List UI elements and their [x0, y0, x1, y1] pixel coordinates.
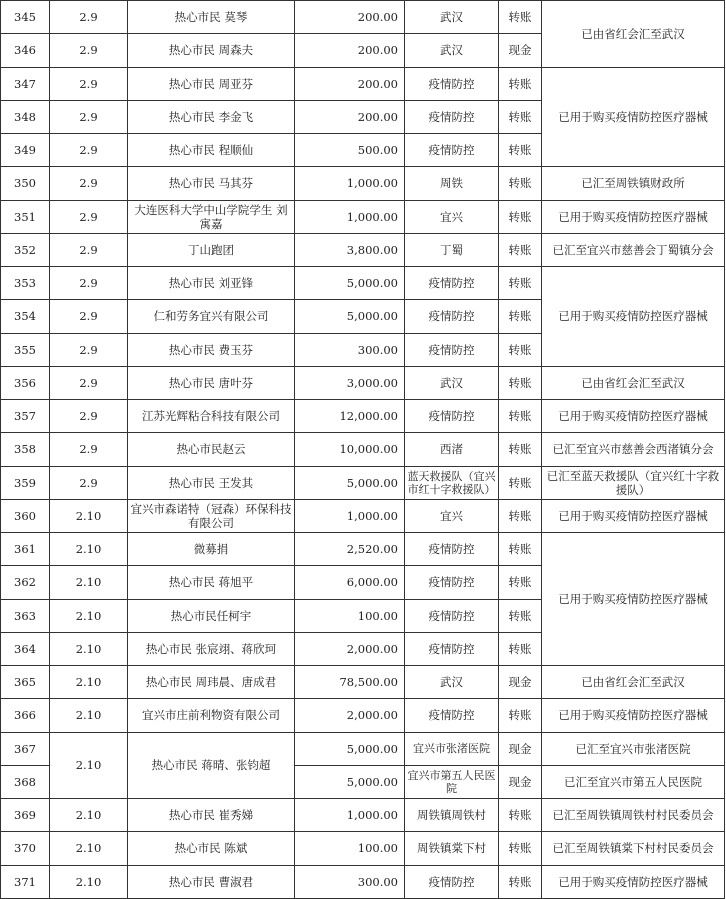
- table-row: [1, 267, 725, 300]
- table-row: [1, 799, 725, 832]
- row-number-cell: 347: [1, 67, 50, 100]
- amount-cell: 5,000.00: [295, 466, 405, 499]
- method-cell: 转账: [499, 67, 542, 100]
- row-number-cell: 349: [1, 134, 50, 167]
- date-cell: 2.10: [50, 865, 128, 899]
- purpose-cell: 宜兴: [405, 200, 499, 233]
- row-number-cell: 363: [1, 599, 50, 632]
- date-cell: 2.10: [50, 732, 128, 799]
- amount-cell: 1,000.00: [295, 167, 405, 200]
- date-cell: 2.10: [50, 666, 128, 699]
- destination-cell: 已汇至周铁镇财政所: [542, 167, 725, 200]
- table-row: [1, 732, 725, 765]
- purpose-cell: 西渚: [405, 433, 499, 466]
- table-row: [1, 699, 725, 732]
- destination-cell: 已汇至宜兴市慈善会西渚镇分会: [542, 433, 725, 466]
- amount-cell: 5,000.00: [295, 267, 405, 300]
- donor-cell: 热心市民 陈斌: [128, 832, 295, 865]
- donor-cell: 热心市民 蒋晴、张钧超: [128, 732, 295, 799]
- amount-cell: 500.00: [295, 134, 405, 167]
- purpose-cell: 疫情防控: [405, 400, 499, 433]
- table-row: [1, 865, 725, 899]
- donor-cell: 热心市民 崔秀娣: [128, 799, 295, 832]
- purpose-cell: 疫情防控: [405, 533, 499, 566]
- row-number-cell: 366: [1, 699, 50, 732]
- destination-cell: 已用于购买疫情防控医疗器械: [542, 67, 725, 167]
- date-cell: 2.9: [50, 67, 128, 100]
- method-cell: 转账: [499, 832, 542, 865]
- amount-cell: 2,000.00: [295, 632, 405, 665]
- method-cell: 转账: [499, 433, 542, 466]
- purpose-cell: 周铁镇周铁村: [405, 799, 499, 832]
- purpose-cell: 武汉: [405, 1, 499, 34]
- donor-cell: 丁山跑团: [128, 233, 295, 266]
- table-row: [1, 832, 725, 865]
- date-cell: 2.9: [50, 300, 128, 333]
- destination-cell: 已由省红会汇至武汉: [542, 666, 725, 699]
- date-cell: 2.9: [50, 1, 128, 34]
- table-row: [1, 233, 725, 266]
- date-cell: 2.9: [50, 167, 128, 200]
- donor-cell: 热心市民赵云: [128, 433, 295, 466]
- row-number-cell: 356: [1, 366, 50, 399]
- destination-cell: 已由省红会汇至武汉: [542, 366, 725, 399]
- method-cell: 转账: [499, 200, 542, 233]
- date-cell: 2.10: [50, 632, 128, 665]
- table-row: [1, 200, 725, 233]
- date-cell: 2.9: [50, 134, 128, 167]
- amount-cell: 300.00: [295, 865, 405, 899]
- donor-cell: 微募捐: [128, 533, 295, 566]
- donor-cell: 宜兴市庄前利物资有限公司: [128, 699, 295, 732]
- method-cell: 现金: [499, 732, 542, 765]
- purpose-cell: 疫情防控: [405, 267, 499, 300]
- donor-cell: 热心市民任柯宇: [128, 599, 295, 632]
- amount-cell: 5,000.00: [295, 732, 405, 765]
- row-number-cell: 371: [1, 865, 50, 899]
- date-cell: 2.9: [50, 466, 128, 499]
- donor-cell: 热心市民 张宸翊、蒋欣珂: [128, 632, 295, 665]
- amount-cell: 200.00: [295, 1, 405, 34]
- row-number-cell: 351: [1, 200, 50, 233]
- destination-cell: 已用于购买疫情防控医疗器械: [542, 865, 725, 899]
- amount-cell: 100.00: [295, 599, 405, 632]
- destination-cell: 已由省红会汇至武汉: [542, 1, 725, 68]
- method-cell: 转账: [499, 300, 542, 333]
- row-number-cell: 354: [1, 300, 50, 333]
- destination-cell: 已汇至宜兴市慈善会丁蜀镇分会: [542, 233, 725, 266]
- amount-cell: 6,000.00: [295, 566, 405, 599]
- method-cell: 转账: [499, 466, 542, 499]
- date-cell: 2.9: [50, 100, 128, 133]
- date-cell: 2.9: [50, 433, 128, 466]
- donor-cell: 热心市民 唐叶芬: [128, 366, 295, 399]
- amount-cell: 3,800.00: [295, 233, 405, 266]
- destination-cell: 已汇至周铁镇棠下村村民委员会: [542, 832, 725, 865]
- row-number-cell: 348: [1, 100, 50, 133]
- destination-cell: 已用于购买疫情防控医疗器械: [542, 267, 725, 367]
- purpose-cell: 武汉: [405, 34, 499, 67]
- method-cell: 转账: [499, 134, 542, 167]
- method-cell: 转账: [499, 799, 542, 832]
- date-cell: 2.10: [50, 566, 128, 599]
- donor-cell: 宜兴市森诺特（冠森）环保科技有限公司: [128, 499, 295, 532]
- donor-cell: 热心市民 费玉芬: [128, 333, 295, 366]
- purpose-cell: 疫情防控: [405, 566, 499, 599]
- table-row: [1, 1, 725, 34]
- date-cell: 2.10: [50, 599, 128, 632]
- row-number-cell: 352: [1, 233, 50, 266]
- amount-cell: 1,000.00: [295, 499, 405, 532]
- date-cell: 2.9: [50, 400, 128, 433]
- purpose-cell: 疫情防控: [405, 67, 499, 100]
- purpose-cell: 疫情防控: [405, 699, 499, 732]
- purpose-cell: 疫情防控: [405, 599, 499, 632]
- row-number-cell: 358: [1, 433, 50, 466]
- row-number-cell: 364: [1, 632, 50, 665]
- method-cell: 转账: [499, 1, 542, 34]
- amount-cell: 100.00: [295, 832, 405, 865]
- method-cell: 转账: [499, 400, 542, 433]
- destination-cell: 已用于购买疫情防控医疗器械: [542, 499, 725, 532]
- purpose-cell: 宜兴: [405, 499, 499, 532]
- method-cell: 转账: [499, 100, 542, 133]
- destination-cell: 已用于购买疫情防控医疗器械: [542, 400, 725, 433]
- amount-cell: 1,000.00: [295, 200, 405, 233]
- destination-cell: 已用于购买疫情防控医疗器械: [542, 533, 725, 666]
- purpose-cell: 疫情防控: [405, 865, 499, 899]
- donor-cell: 热心市民 蒋旭平: [128, 566, 295, 599]
- purpose-cell: 疫情防控: [405, 100, 499, 133]
- row-number-cell: 361: [1, 533, 50, 566]
- method-cell: 转账: [499, 333, 542, 366]
- row-number-cell: 346: [1, 34, 50, 67]
- amount-cell: 200.00: [295, 67, 405, 100]
- date-cell: 2.9: [50, 200, 128, 233]
- row-number-cell: 362: [1, 566, 50, 599]
- date-cell: 2.10: [50, 799, 128, 832]
- method-cell: 转账: [499, 167, 542, 200]
- amount-cell: 5,000.00: [295, 300, 405, 333]
- donor-cell: 热心市民 莫琴: [128, 1, 295, 34]
- method-cell: 转账: [499, 366, 542, 399]
- amount-cell: 2,520.00: [295, 533, 405, 566]
- amount-cell: 200.00: [295, 100, 405, 133]
- table-row: [1, 466, 725, 499]
- row-number-cell: 370: [1, 832, 50, 865]
- amount-cell: 3,000.00: [295, 366, 405, 399]
- row-number-cell: 345: [1, 1, 50, 34]
- donor-cell: 热心市民 马其芬: [128, 167, 295, 200]
- row-number-cell: 350: [1, 167, 50, 200]
- amount-cell: 2,000.00: [295, 699, 405, 732]
- donor-cell: 热心市民 周森夫: [128, 34, 295, 67]
- amount-cell: 5,000.00: [295, 765, 405, 798]
- destination-cell: 已汇至宜兴市第五人民医院: [542, 765, 725, 798]
- table-row: [1, 666, 725, 699]
- donor-cell: 大连医科大学中山学院学生 刘寓嘉: [128, 200, 295, 233]
- purpose-cell: 疫情防控: [405, 333, 499, 366]
- method-cell: 转账: [499, 533, 542, 566]
- destination-cell: 已汇至宜兴市张渚医院: [542, 732, 725, 765]
- method-cell: 转账: [499, 566, 542, 599]
- row-number-cell: 360: [1, 499, 50, 532]
- date-cell: 2.10: [50, 832, 128, 865]
- donor-cell: 热心市民 周亚芬: [128, 67, 295, 100]
- donor-cell: 热心市民 王发其: [128, 466, 295, 499]
- donor-cell: 江苏光辉粘合科技有限公司: [128, 400, 295, 433]
- method-cell: 现金: [499, 34, 542, 67]
- purpose-cell: 宜兴市第五人民医院: [405, 765, 499, 798]
- purpose-cell: 疫情防控: [405, 300, 499, 333]
- donor-cell: 热心市民 刘亚锋: [128, 267, 295, 300]
- method-cell: 现金: [499, 666, 542, 699]
- date-cell: 2.10: [50, 533, 128, 566]
- amount-cell: 12,000.00: [295, 400, 405, 433]
- row-number-cell: 353: [1, 267, 50, 300]
- table-row: [1, 167, 725, 200]
- destination-cell: 已用于购买疫情防控医疗器械: [542, 200, 725, 233]
- date-cell: 2.9: [50, 34, 128, 67]
- table-row: [1, 433, 725, 466]
- purpose-cell: 周铁: [405, 167, 499, 200]
- method-cell: 转账: [499, 599, 542, 632]
- purpose-cell: 疫情防控: [405, 134, 499, 167]
- date-cell: 2.9: [50, 267, 128, 300]
- donor-cell: 热心市民 程顺仙: [128, 134, 295, 167]
- amount-cell: 200.00: [295, 34, 405, 67]
- amount-cell: 10,000.00: [295, 433, 405, 466]
- method-cell: 转账: [499, 699, 542, 732]
- donor-cell: 热心市民 曹淑君: [128, 865, 295, 899]
- purpose-cell: 宜兴市张渚医院: [405, 732, 499, 765]
- row-number-cell: 365: [1, 666, 50, 699]
- purpose-cell: 武汉: [405, 666, 499, 699]
- donor-cell: 热心市民 周玮晨、唐成君: [128, 666, 295, 699]
- method-cell: 转账: [499, 865, 542, 899]
- purpose-cell: 疫情防控: [405, 632, 499, 665]
- date-cell: 2.9: [50, 333, 128, 366]
- date-cell: 2.10: [50, 699, 128, 732]
- purpose-cell: 周铁镇棠下村: [405, 832, 499, 865]
- table-row: [1, 533, 725, 566]
- amount-cell: 300.00: [295, 333, 405, 366]
- row-number-cell: 367: [1, 732, 50, 765]
- table-row: [1, 499, 725, 532]
- row-number-cell: 355: [1, 333, 50, 366]
- destination-cell: 已汇至周铁镇周铁村村民委员会: [542, 799, 725, 832]
- row-number-cell: 368: [1, 765, 50, 798]
- amount-cell: 78,500.00: [295, 666, 405, 699]
- method-cell: 转账: [499, 233, 542, 266]
- method-cell: 现金: [499, 765, 542, 798]
- donor-cell: 热心市民 李金飞: [128, 100, 295, 133]
- date-cell: 2.9: [50, 366, 128, 399]
- date-cell: 2.9: [50, 233, 128, 266]
- purpose-cell: 武汉: [405, 366, 499, 399]
- date-cell: 2.10: [50, 499, 128, 532]
- amount-cell: 1,000.00: [295, 799, 405, 832]
- method-cell: 转账: [499, 632, 542, 665]
- row-number-cell: 359: [1, 466, 50, 499]
- table-row: [1, 67, 725, 100]
- destination-cell: 已用于购买疫情防控医疗器械: [542, 699, 725, 732]
- row-number-cell: 357: [1, 400, 50, 433]
- table-row: [1, 366, 725, 399]
- purpose-cell: 丁蜀: [405, 233, 499, 266]
- destination-cell: 已汇至蓝天救援队（宜兴红十字救援队）: [542, 466, 725, 499]
- donor-cell: 仁和劳务宜兴有限公司: [128, 300, 295, 333]
- table-row: [1, 400, 725, 433]
- row-number-cell: 369: [1, 799, 50, 832]
- method-cell: 转账: [499, 499, 542, 532]
- purpose-cell: 蓝天救援队（宜兴市红十字救援队）: [405, 466, 499, 499]
- method-cell: 转账: [499, 267, 542, 300]
